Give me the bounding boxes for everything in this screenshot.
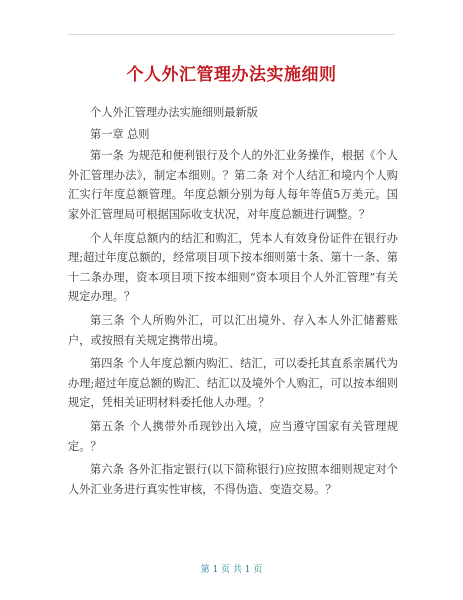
article-paragraph: 第一条 为规范和便利银行及个人的外汇业务操作，根据《个人外汇管理办法》，制定本细则。？第二条 对个人结汇和境内个人购汇实行年度总额管理。年度总额分别为每人每年等值5万美元。国家外汇管理局可根据国际收支状况，对年度总额进行调整。？: [68, 149, 398, 221]
document-title: 个人外汇管理办法实施细则: [126, 65, 337, 85]
article-paragraph: 第五条 个人携带外币现钞出入境，应当遵守国家有关管理规定。？: [68, 419, 398, 453]
article-paragraph: 第四条 个人年度总额内购汇、结汇，可以委托其直系亲属代为办理;超过年度总额的购汇、结汇以及境外个人购汇，可以按本细则规定，凭相关证明材料委托他人办理。？: [68, 357, 398, 410]
chapter-heading: 第一章 总则: [90, 127, 150, 141]
header-rule: [68, 34, 395, 35]
article-paragraph: 个人年度总额内的结汇和购汇，凭本人有效身份证件在银行办理;超过年度总额的，经常项目项下按本细则第十条、第十一条、第十二条办理，资本项目项下按本细则“资本项目个人外汇管理”有关规定办理。？: [68, 231, 398, 304]
document-body: [68, 103, 398, 503]
subtitle-paragraph: 个人外汇管理办法实施细则最新版: [90, 106, 258, 119]
article-paragraph: 第三条 个人所购外汇，可以汇出境外、存入本人外汇储蓄账户，或按照有关规定携带出境。: [68, 313, 398, 347]
article-paragraph: 第六条 各外汇指定银行(以下简称银行)应按照本细则规定对个人外汇业务进行真实性审核，不得伪造、变造交易。？: [68, 463, 398, 496]
page-number: 第 1 页 共 1 页: [200, 565, 263, 575]
